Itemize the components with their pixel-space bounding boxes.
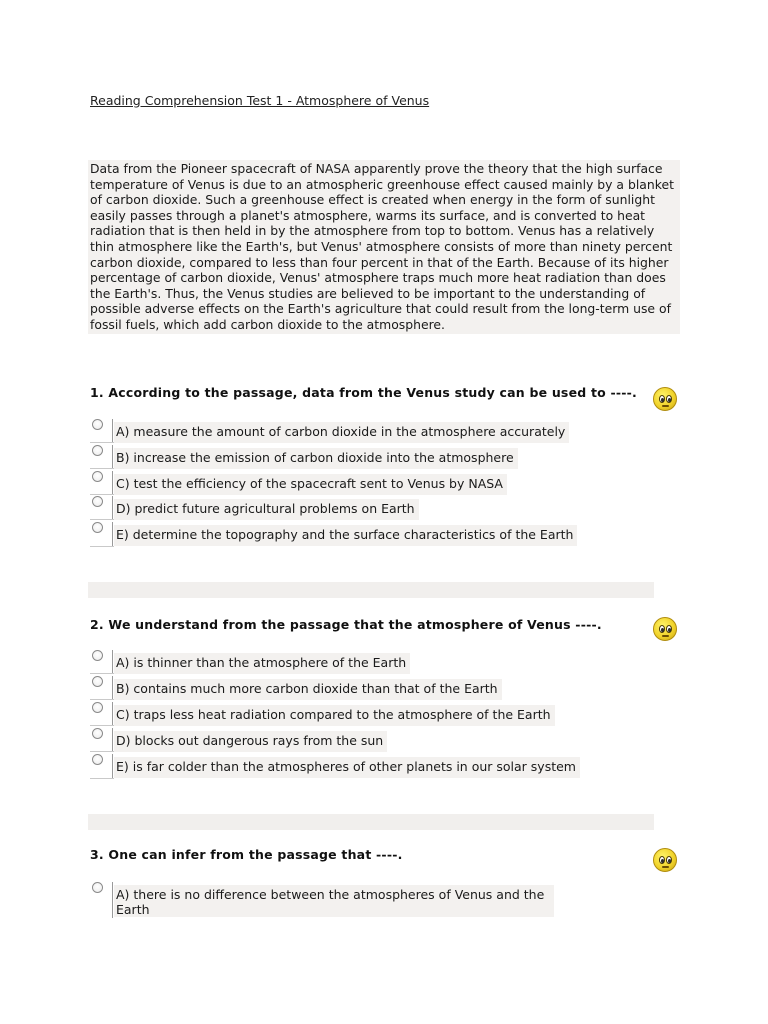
passage-text: Data from the Pioneer spacecraft of NASA apparently prove the theory that the high surface temperature of Venus is due to an atmospheric greenhouse effect caused mainly by a blanket of carbon dioxide. Such a greenhouse effect is created when energy in the form of sunlight easily passes through a planet's atmosphere, warms its surface, and is converted to heat radiation that is then held in by the atmosphere from top to bottom. Venus has a relatively thin atmosphere like the Earth's, but Venus' atmosphere consists of more than ninety percent carbon dioxide, compared to less than four percent in that of the Earth. Because of its higher percentage of carbon dioxide, Venus' atmosphere traps much more heat radiation than does the Earth's. Thus, the Venus studies are believed to be important to the understanding of possible adverse effects on the Earth's agriculture that could result from the long-term use of fossil fuels, which add carbon dioxide to the atmosphere. (90, 161, 674, 332)
radio-button[interactable] (92, 754, 103, 765)
radio-button[interactable] (92, 702, 103, 713)
worried-smiley-icon (653, 848, 677, 872)
option-label: D) predict future agricultural problems on Earth (114, 499, 419, 520)
section-divider (88, 814, 654, 830)
radio-button[interactable] (92, 728, 103, 739)
worried-smiley-icon (653, 387, 677, 411)
section-divider (88, 582, 654, 598)
option-label: C) traps less heat radiation compared to the atmosphere of the Earth (114, 705, 555, 726)
radio-button[interactable] (92, 676, 103, 687)
option-label: E) determine the topography and the surface characteristics of the Earth (114, 525, 577, 546)
radio-button[interactable] (92, 882, 103, 893)
reading-passage (88, 160, 680, 334)
option-label: B) increase the emission of carbon dioxide into the atmosphere (114, 448, 518, 469)
option-label: A) there is no difference between the atmospheres of Venus and the Earth (114, 885, 554, 917)
radio-button[interactable] (92, 496, 103, 507)
question-2: 2. We understand from the passage that the atmosphere of Venus ----. (90, 617, 602, 632)
page-title: Reading Comprehension Test 1 - Atmosphere of Venus (90, 93, 430, 108)
worried-smiley-icon (653, 617, 677, 641)
option-label: C) test the efficiency of the spacecraft sent to Venus by NASA (114, 474, 507, 495)
option-label: A) is thinner than the atmosphere of the Earth (114, 653, 410, 674)
radio-button[interactable] (92, 471, 103, 482)
option-label: A) measure the amount of carbon dioxide in the atmosphere accurately (114, 422, 569, 443)
radio-button[interactable] (92, 445, 103, 456)
option-label: B) contains much more carbon dioxide than that of the Earth (114, 679, 502, 700)
radio-button[interactable] (92, 522, 103, 533)
question-1: 1. According to the passage, data from the Venus study can be used to ----. (90, 385, 637, 400)
radio-button[interactable] (92, 650, 103, 661)
question-3: 3. One can infer from the passage that ----. (90, 847, 403, 862)
option-label: E) is far colder than the atmospheres of other planets in our solar system (114, 757, 580, 778)
radio-button[interactable] (92, 419, 103, 430)
option-label: D) blocks out dangerous rays from the sun (114, 731, 387, 752)
